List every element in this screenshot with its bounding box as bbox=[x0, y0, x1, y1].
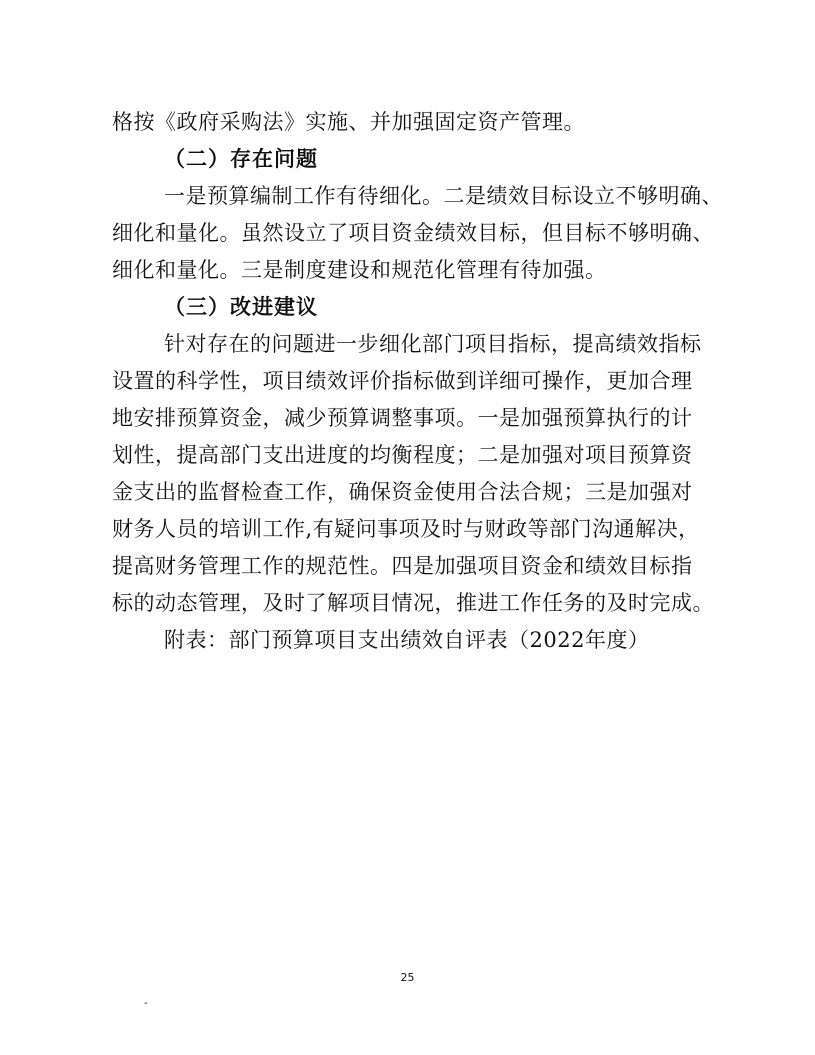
paragraph-line: 设置的科学性，项目绩效评价指标做到详细可操作，更加合理 bbox=[112, 369, 693, 393]
paragraph-line: 细化和量化。虽然设立了项目资金绩效目标，但目标不够明确、 bbox=[112, 221, 714, 245]
body-text bbox=[112, 104, 723, 659]
paragraph-line: 提高财务管理工作的规范性。四是加强项目资金和绩效目标指 bbox=[112, 554, 693, 578]
paragraph-line: 标的动态管理，及时了解项目情况，推进工作任务的及时完成。 bbox=[112, 591, 714, 615]
paragraph-line: 格按《政府采购法》实施、并加强固定资产管理。 bbox=[112, 110, 585, 134]
paragraph-line: 地安排预算资金，减少预算调整事项。一是加强预算执行的计 bbox=[112, 406, 693, 430]
paragraph-line: 一是预算编制工作有待细化。二是绩效目标设立不够明确、 bbox=[164, 184, 723, 208]
paragraph-line: 划性，提高部门支出进度的均衡程度；二是加强对项目预算资 bbox=[112, 443, 693, 467]
page-number: 25 bbox=[400, 971, 415, 984]
section-heading-suggestions: （三）改进建议 bbox=[164, 295, 318, 319]
attachment-note: 附表：部门预算项目支出绩效自评表（2022年度） bbox=[164, 628, 650, 652]
paragraph-line: 细化和量化。三是制度建设和规范化管理有待加强。 bbox=[112, 258, 607, 282]
section-heading-problems: （二）存在问题 bbox=[164, 147, 318, 171]
paragraph-line: 财务人员的培训工作,有疑问事项及时与财政等部门沟通解决， bbox=[112, 517, 700, 541]
paragraph-line: 针对存在的问题进一步细化部门项目指标，提高绩效指标 bbox=[164, 332, 702, 356]
page-marker: - bbox=[144, 998, 148, 1009]
paragraph-line: 金支出的监督检查工作，确保资金使用合法合规；三是加强对 bbox=[112, 480, 693, 504]
